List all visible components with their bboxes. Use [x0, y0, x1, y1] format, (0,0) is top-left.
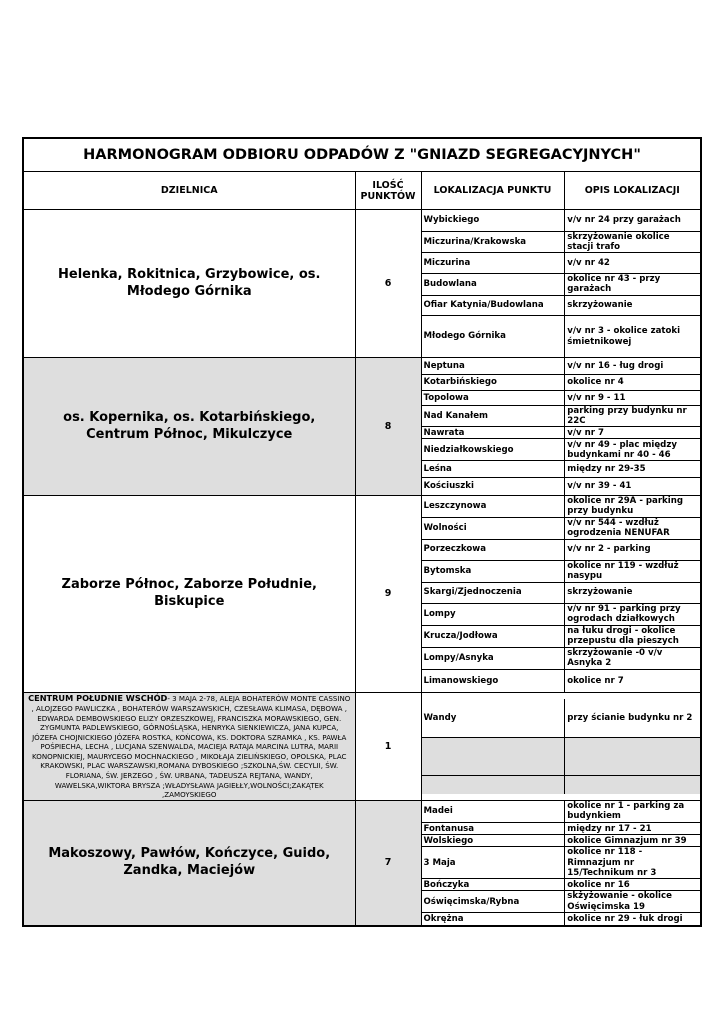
header-count: [355, 172, 421, 210]
location-description: v/v nr 3 - okolice zatoki śmietnikowej: [565, 315, 700, 357]
location-name: Lompy/Asnyka: [422, 647, 565, 669]
location-description: v/v nr 7: [565, 427, 700, 439]
location-name: Leszczynowa: [422, 496, 565, 517]
district-name: [23, 693, 355, 801]
point-count: 6: [355, 210, 421, 358]
location-name: Krucza/Jodłowa: [422, 625, 565, 647]
location-row: [422, 427, 701, 439]
district-section: [23, 358, 701, 496]
location-description: [565, 738, 700, 776]
location-description: między nr 29-35: [565, 461, 700, 478]
location-name: Bończyka: [422, 879, 565, 891]
locations-cell: [421, 358, 701, 496]
location-description: okolice nr 118 - Rimnazjum nr 15/Technikum nr 3: [565, 847, 700, 879]
location-description: v/v nr 39 - 41: [565, 478, 700, 495]
location-description: okolice nr 4: [565, 374, 700, 390]
locations-cell: [421, 495, 701, 692]
location-name: Miczurina/Krakowska: [422, 231, 565, 253]
location-name: Budowlana: [422, 274, 565, 296]
location-row: [422, 776, 701, 794]
location-row: [422, 405, 701, 427]
location-description: na łuku drogi - okolice przepustu dla pieszych: [565, 625, 700, 647]
document-title: HARMONOGRAM ODBIORU ODPADÓW Z "GNIAZD SEGREGACYJNYCH": [23, 138, 701, 172]
header-count-line2: PUNKTÓW: [360, 190, 416, 202]
location-row: [422, 231, 701, 253]
location-row: [422, 738, 701, 776]
location-description: okolice nr 7: [565, 669, 700, 692]
location-description: v/v nr 544 - wzdłuż ogrodzenia NENUFAR: [565, 517, 700, 539]
location-name: Limanowskiego: [422, 669, 565, 692]
schedule-sheet: [22, 137, 700, 927]
locations-table: [422, 210, 701, 357]
location-name: Miczurina: [422, 253, 565, 274]
header-row: [23, 172, 701, 210]
location-name: Wolności: [422, 517, 565, 539]
location-row: [422, 295, 701, 315]
location-name: Fontanusa: [422, 823, 565, 835]
location-row: [422, 253, 701, 274]
location-description: przy ścianie budynku nr 2: [565, 699, 700, 738]
location-row: [422, 439, 701, 461]
location-row: [422, 625, 701, 647]
location-name: Kościuszki: [422, 478, 565, 495]
location-description: [565, 776, 700, 794]
point-count: 9: [355, 495, 421, 692]
location-description: okolice nr 29A - parking przy budynku: [565, 496, 700, 517]
location-row: [422, 390, 701, 405]
locations-cell: [421, 800, 701, 926]
location-name: Topolowa: [422, 390, 565, 405]
header-district: DZIELNICA: [23, 172, 355, 210]
location-description: v/v nr 49 - plac między budynkami nr 40 - 46: [565, 439, 700, 461]
district-name: Makoszowy, Pawłów, Kończyce, Guido, Zandka, Maciejów: [23, 800, 355, 926]
locations-table: [422, 496, 701, 692]
location-description: między nr 17 - 21: [565, 823, 700, 835]
header-location: LOKALIZACJA PUNKTU: [421, 172, 564, 210]
locations-table: [422, 801, 701, 925]
location-name: 3 Maja: [422, 847, 565, 879]
location-name: Niedziałkowskiego: [422, 439, 565, 461]
location-name: Leśna: [422, 461, 565, 478]
location-row: [422, 891, 701, 913]
location-name: Wandy: [422, 699, 565, 738]
location-name: Skargi/Zjednoczenia: [422, 582, 565, 603]
location-name: Ofiar Katynia/Budowlana: [422, 295, 565, 315]
locations-cell: [421, 693, 701, 801]
location-name: Wybickiego: [422, 210, 565, 231]
location-description: okolice nr 16: [565, 879, 700, 891]
location-row: [422, 496, 701, 517]
location-description: okolice Gimnazjum nr 39: [565, 835, 700, 847]
locations-table: [422, 699, 701, 794]
location-row: [422, 603, 701, 625]
point-count: 8: [355, 358, 421, 496]
location-row: [422, 647, 701, 669]
location-row: [422, 461, 701, 478]
schedule-table: [22, 137, 702, 927]
location-row: [422, 823, 701, 835]
location-row: [422, 801, 701, 823]
location-row: [422, 374, 701, 390]
location-description: v/v nr 9 - 11: [565, 390, 700, 405]
district-streets: - 3 MAJA 2-78, ALEJA BOHATERÓW MONTE CASSINO , ALOJZEGO PAWLICZKA , BOHATERÓW WARSZAWSKICH, CZESŁAWA KLIMASA, DĘBOWA , EDWARDA DEMBOWSKIEGO ELIZY ORZESZKOWEJ, FRANCISZKA MORAWSKIEGO, GEN. ZYGMUNTA PADLEWSKIEGO, GÓRNOŚLĄSKA, HENRYKA SIENKIEWICZA, JANA KUPCA, JÓZEFA CHOJNICKIEGO JÓZEFA ROSTKA, KOŃCOWA, KS. DOKTORA SZRAMKA , KS. PAWŁA POŚPIECHA, LECHA , LUCJANA SZENWALDA, MACIEJA RATAJA MARCINA LUTRA, MARII KONOPNICKIEJ, MAURYCEGO MOCHNACKIEGO , MIKOŁAJA ZIELIŃSKIEGO, OPOLSKA, PLAC KRAKOWSKI, PLAC WARSZAWSKI,ROMANA DYBOSKIEGO ;SZKOLNA,ŚW. CECYLII, ŚW. FLORIANA, ŚW. JERZEGO , ŚW. URBANA, TADEUSZA REJTANA, WANDY, WAWELSKA,WIKTORA BRYSZA ;WŁADYSŁAWA JAGIEŁŁY,WOLNOŚCI;ZAKĄTEK ,ZAMOYSKIEGO: [31, 694, 351, 800]
location-name: Madei: [422, 801, 565, 823]
district-name: Helenka, Rokitnica, Grzybowice, os. Młodego Górnika: [23, 210, 355, 358]
point-count: 1: [355, 693, 421, 801]
location-name: [422, 738, 565, 776]
location-row: [422, 699, 701, 738]
location-row: [422, 847, 701, 879]
location-row: [422, 669, 701, 692]
district-name-bold: CENTRUM POŁUDNIE WSCHÓD: [28, 693, 168, 703]
location-name: [422, 776, 565, 794]
location-name: Lompy: [422, 603, 565, 625]
location-description: skżyżowanie - okolice Oświęcimska 19: [565, 891, 700, 913]
location-description: okolice nr 1 - parking za budynkiem: [565, 801, 700, 823]
header-description: OPIS LOKALIZACJI: [564, 172, 701, 210]
location-description: skrzyżowanie: [565, 295, 700, 315]
district-name: os. Kopernika, os. Kotarbińskiego, Centrum Północ, Mikulczyce: [23, 358, 355, 496]
location-row: [422, 539, 701, 560]
district-section: [23, 800, 701, 926]
location-description: v/v nr 42: [565, 253, 700, 274]
header-count-line1: ILOŚĆ: [372, 179, 404, 191]
location-description: v/v nr 2 - parking: [565, 539, 700, 560]
location-row: [422, 478, 701, 495]
location-name: Oświęcimska/Rybna: [422, 891, 565, 913]
location-name: Neptuna: [422, 358, 565, 374]
location-row: [422, 913, 701, 925]
district-section: [23, 495, 701, 692]
location-row: [422, 879, 701, 891]
location-description: okolice nr 29 - łuk drogi: [565, 913, 700, 925]
location-name: Nad Kanałem: [422, 405, 565, 427]
location-name: Porzeczkowa: [422, 539, 565, 560]
location-row: [422, 517, 701, 539]
location-row: [422, 210, 701, 231]
location-description: okolice nr 119 - wzdłuż nasypu: [565, 560, 700, 582]
locations-table: [422, 358, 701, 495]
locations-cell: [421, 210, 701, 358]
location-description: v/v nr 24 przy garażach: [565, 210, 700, 231]
location-description: skrzyżowanie -0 v/v Asnyka 2: [565, 647, 700, 669]
location-description: parking przy budynku nr 22C: [565, 405, 700, 427]
location-row: [422, 835, 701, 847]
location-name: Kotarbińskiego: [422, 374, 565, 390]
location-name: Wolskiego: [422, 835, 565, 847]
location-row: [422, 315, 701, 357]
point-count: 7: [355, 800, 421, 926]
location-description: skrzyżowanie okolice stacji trafo: [565, 231, 700, 253]
location-description: okolice nr 43 - przy garażach: [565, 274, 700, 296]
location-description: skrzyżowanie: [565, 582, 700, 603]
location-description: v/v nr 91 - parking przy ogrodach działkowych: [565, 603, 700, 625]
location-row: [422, 582, 701, 603]
location-description: v/v nr 16 - ług drogi: [565, 358, 700, 374]
location-name: Młodego Górnika: [422, 315, 565, 357]
location-row: [422, 274, 701, 296]
location-row: [422, 560, 701, 582]
district-name: Zaborze Północ, Zaborze Południe, Biskupice: [23, 495, 355, 692]
title-row: [23, 138, 701, 172]
location-row: [422, 358, 701, 374]
location-name: Nawrata: [422, 427, 565, 439]
district-section: [23, 693, 701, 801]
district-section: [23, 210, 701, 358]
location-name: Okrężna: [422, 913, 565, 925]
location-name: Bytomska: [422, 560, 565, 582]
